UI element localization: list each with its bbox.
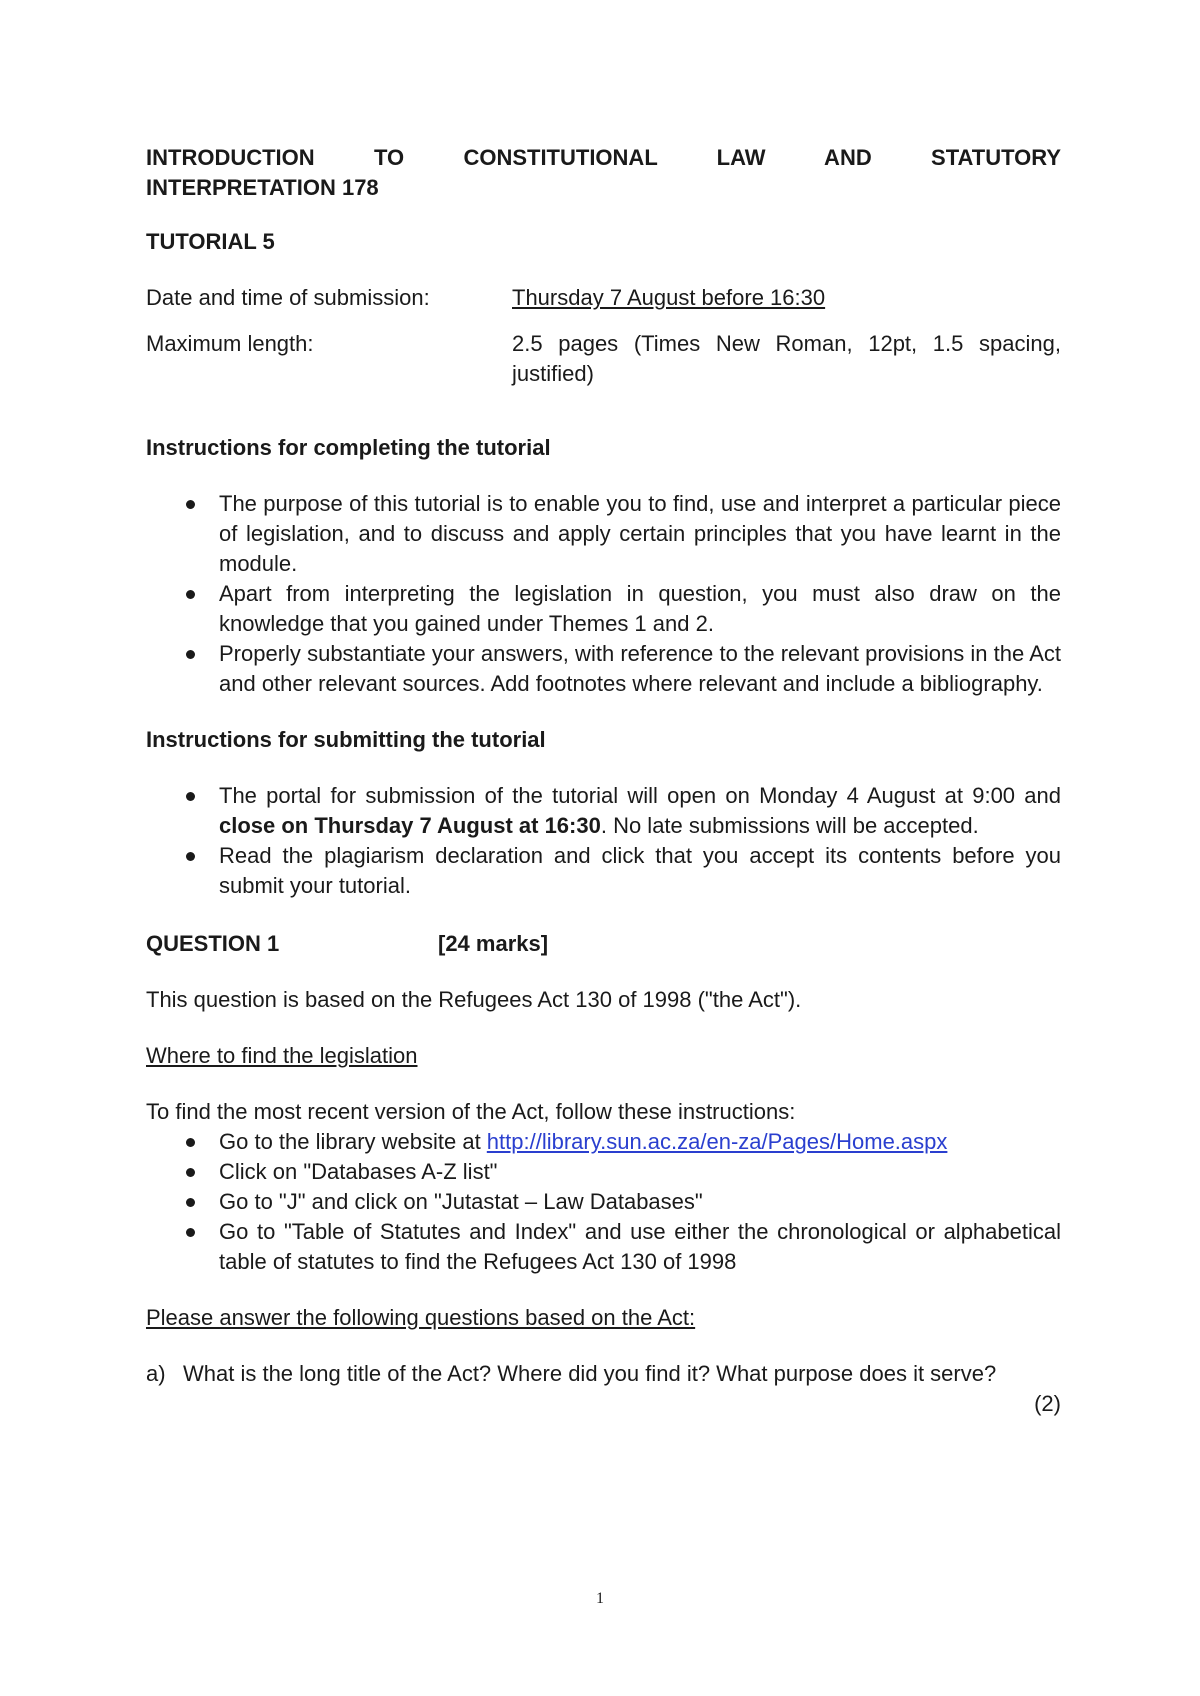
length-label: Maximum length: xyxy=(146,331,314,356)
list-item xyxy=(146,1157,1061,1187)
bullet-icon xyxy=(186,792,195,801)
tutorial-number: TUTORIAL 5 xyxy=(146,229,275,254)
part-marks: (2) xyxy=(1034,1391,1061,1416)
bullet-icon xyxy=(186,1198,195,1207)
bullet-icon xyxy=(186,1168,195,1177)
list-item xyxy=(146,639,1061,699)
bullet-icon xyxy=(186,500,195,509)
submission-row xyxy=(146,283,1061,313)
list-item-text: Go to "J" and click on "Jutastat – Law Databases" xyxy=(219,1189,703,1214)
list-item-text: Go to the library website at xyxy=(219,1129,487,1154)
part-letter: a) xyxy=(146,1361,166,1386)
bullet-icon xyxy=(186,852,195,861)
library-link[interactable]: http://library.sun.ac.za/en-za/Pages/Home.aspx xyxy=(486,1129,948,1154)
list-item xyxy=(146,841,1061,901)
submission-value: Thursday 7 August before 16:30 xyxy=(512,285,826,310)
bullet-icon xyxy=(186,650,195,659)
completing-list xyxy=(146,489,1061,699)
list-item-text: The purpose of this tutorial is to enable you to find, use and interpret a particular piece of legislation, and to discuss and apply certain principles that you have learnt in the module. xyxy=(219,491,1061,576)
bullet-icon xyxy=(186,1228,195,1237)
list-item xyxy=(146,1127,1061,1157)
length-row xyxy=(146,329,1061,389)
list-item-text-start: The portal for submission of the tutorial will open on Monday 4 August at 9:00 and xyxy=(219,783,1061,808)
question-marks: [24 marks] xyxy=(438,931,549,956)
list-item-text: Read the plagiarism declaration and click that you accept its contents before you submit your tutorial. xyxy=(219,843,1061,898)
list-item xyxy=(146,1217,1061,1277)
question-part-a xyxy=(146,1359,1061,1389)
list-item-text: Go to "Table of Statutes and Index" and use either the chronological or alphabetical table of statutes to find the Refugees Act 130 of 1998 xyxy=(219,1219,1061,1274)
bullet-icon xyxy=(186,590,195,599)
question-label: QUESTION 1 xyxy=(146,931,280,956)
list-item-text: Apart from interpreting the legislation in question, you must also draw on the knowledge that you gained under Themes 1 and 2. xyxy=(219,581,1061,636)
list-item-text: Click on "Databases A-Z list" xyxy=(219,1159,498,1184)
list-item xyxy=(146,489,1061,579)
list-item-text-end: . No late submissions will be accepted. xyxy=(600,813,979,838)
submitting-list xyxy=(146,781,1061,901)
deadline-emphasis: close on Thursday 7 August at 16:30 xyxy=(219,813,601,838)
bullet-icon xyxy=(186,1138,195,1147)
submitting-heading: Instructions for submitting the tutorial xyxy=(146,727,546,752)
question-heading xyxy=(146,929,1061,959)
document-title-line2: INTERPRETATION 178 xyxy=(146,175,379,200)
submission-label: Date and time of submission: xyxy=(146,285,430,310)
part-text: What is the long title of the Act? Where did you find it? What purpose does it serve? xyxy=(183,1361,997,1386)
document-page xyxy=(146,143,1061,1419)
list-item xyxy=(146,579,1061,639)
question-intro: This question is based on the Refugees Act 130 of 1998 ("the Act"). xyxy=(146,987,802,1012)
document-title-line1: INTRODUCTION TO CONSTITUTIONAL LAW AND STATUTORY xyxy=(146,145,1061,170)
completing-heading: Instructions for completing the tutorial xyxy=(146,435,551,460)
length-value: 2.5 pages (Times New Roman, 12pt, 1.5 spacing, justified) xyxy=(512,331,1061,386)
find-legislation-heading: Where to find the legislation xyxy=(146,1043,418,1068)
answer-heading: Please answer the following questions based on the Act: xyxy=(146,1305,696,1330)
list-item xyxy=(146,1187,1061,1217)
find-intro: To find the most recent version of the Act, follow these instructions: xyxy=(146,1099,796,1124)
list-item-text: Properly substantiate your answers, with reference to the relevant provisions in the Act and other relevant sources. Add footnotes where relevant and include a bibliography. xyxy=(219,641,1061,696)
steps-list xyxy=(146,1127,1061,1277)
list-item xyxy=(146,781,1061,841)
page-number: 1 xyxy=(596,1590,604,1607)
